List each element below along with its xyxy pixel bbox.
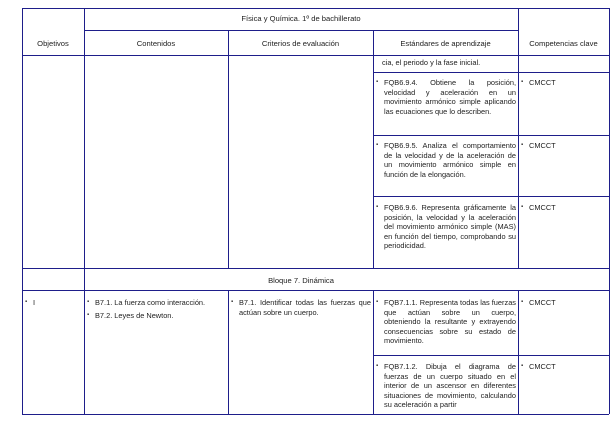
list-item (376, 141, 516, 179)
competencia-cell: ▪ CMCCT (521, 298, 606, 308)
contenidos-list (87, 298, 226, 320)
list-item (521, 141, 606, 151)
estandar-fqb7-1-2: ▪ FQB7.1.2. Dibuja el diagrama de fuerzas de un cuerpo situado en el interior de un ascensor en diferentes situaciones de movimiento, calculando su aceleración a partir (376, 362, 516, 410)
rule-row-5 (373, 355, 609, 356)
rule-col-2b (228, 290, 229, 414)
rule-row-3 (373, 196, 609, 197)
estandar-fqb6-9-6: ▪ FQB6.9.6. Representa gráficamente la posición, la velocidad y la aceleración del movimiento armónico simple (MAS) en función del tiempo, comprobando su periodicidad. (376, 203, 516, 251)
rule-right (609, 8, 610, 414)
competencia-cell: ▪ CMCCT (521, 362, 606, 372)
list-item (521, 298, 606, 308)
rule-col-3a (373, 30, 374, 268)
rule-title-bottom (84, 30, 518, 31)
rule-block7-bottom (22, 290, 609, 291)
rule-col-2a (228, 30, 229, 268)
rule-bottom (22, 414, 609, 415)
header-estandares: Estándares de aprendizaje (400, 39, 491, 48)
list-item (376, 362, 516, 410)
list-item (521, 362, 606, 372)
rule-col-4b (518, 290, 519, 414)
rule-top (22, 8, 609, 9)
list-item (376, 298, 516, 346)
rule-col-3b (373, 290, 374, 414)
list-item (376, 78, 516, 116)
list-item (376, 203, 516, 251)
estandar-continuation: cia, el periodo y la fase inicial. (382, 58, 481, 67)
estandar-fqb7-1-1: ▪ FQB7.1.1. Representa todas las fuerzas que actúan sobre un cuerpo, obteniendo la resultante y extrayendo consecuencias sobre su estado de movimiento. (376, 298, 516, 346)
contenido-b7-1: ▪ B7.1. La fuerza como interacción. (87, 298, 226, 308)
list-item (521, 203, 606, 213)
list-item (25, 298, 81, 308)
rule-col-1 (84, 8, 85, 414)
rule-row-1 (373, 72, 609, 73)
rule-left (22, 8, 23, 414)
header-contenidos: Contenidos (136, 39, 176, 48)
objetivo-cell: ▪ I (25, 298, 81, 308)
competencia-cell: ▪ CMCCT (521, 141, 606, 151)
block7-title: Bloque 7. Dinámica (268, 276, 334, 285)
criterio-b7-1: ▪ B7.1. Identificar todas las fuerzas que actúan sobre un cuerpo. (231, 298, 371, 317)
estandar-fqb6-9-5: ▪ FQB6.9.5. Analiza el comportamiento de la velocidad y de la aceleración de un movimiento armónico simple en función de la elongación. (376, 141, 516, 179)
list-item (521, 78, 606, 88)
estandar-fqb6-9-4: ▪ FQB6.9.4. Obtiene la posición, velocidad y aceleración en un movimiento armónico simple aplicando las ecuaciones que lo describen. (376, 78, 516, 116)
list-item (231, 298, 371, 317)
competencia-cell: ▪ CMCCT (521, 78, 606, 88)
table-title: Física y Química. 1º de bachillerato (241, 14, 361, 23)
contenido-b7-2: ▪ B7.2. Leyes de Newton. (87, 311, 226, 321)
rule-header-bottom (22, 55, 609, 56)
competencia-cell: ▪ CMCCT (521, 203, 606, 213)
header-criterios: Criterios de evaluación (261, 39, 340, 48)
header-competencias: Competencias clave (529, 39, 598, 48)
rule-row-2 (373, 135, 609, 136)
header-objetivos: Objetivos (37, 39, 69, 48)
rule-block7-top (22, 268, 609, 269)
